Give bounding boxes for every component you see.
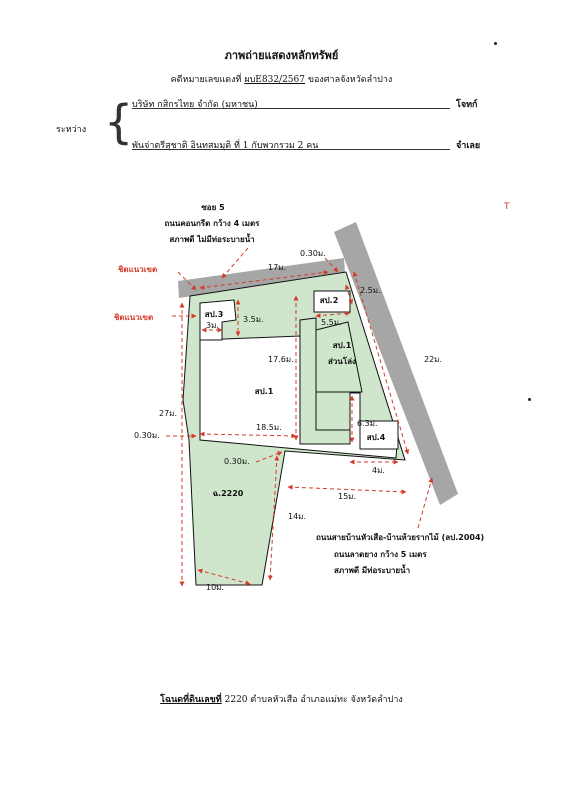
boundary-label-1: ชิดแนวเขต xyxy=(118,265,158,274)
plot-sp3: สป.3 xyxy=(204,310,224,319)
defendant-name: พันจ่าตรีสุชาติ อินทสมมุติ ที่ 1 กับพวกรวม 2 คน xyxy=(132,141,319,151)
dim-3: 3ม. xyxy=(206,321,219,330)
dim-176: 17.6ม. xyxy=(268,355,294,364)
dim-22: 22ม. xyxy=(424,355,442,364)
dim-17: 17ม. xyxy=(268,263,286,272)
plot-sp2: สป.2 xyxy=(319,296,339,305)
plot-sp1-main: สป.1 xyxy=(254,387,274,396)
plaintiff-role: โจทก์ xyxy=(456,100,478,110)
deed-label: โฉนดที่ดินเลขที่ xyxy=(160,695,222,705)
dim-030-left: 0.30ม. xyxy=(134,431,160,440)
right-road-line2: ถนนลาดยาง กว้าง 5 เมตร xyxy=(334,550,427,559)
case-number: ผบE832/2567 xyxy=(244,75,305,85)
right-road-line3: สภาพดี มีท่อระบายน้ำ xyxy=(334,566,411,575)
dim-030-mid: 0.30ม. xyxy=(224,457,250,466)
dim-35: 3.5ม. xyxy=(243,315,264,324)
case-prefix: คดีหมายเลขแดงที่ xyxy=(170,75,242,85)
right-road-pointer xyxy=(418,478,432,528)
defendant-role: จำเลย xyxy=(456,141,481,151)
dim-185: 18.5ม. xyxy=(256,423,282,432)
between-label: ระหว่าง xyxy=(56,125,87,135)
top-road-line1: ซอย 5 xyxy=(201,203,225,212)
dim-10: 10ม. xyxy=(206,583,224,592)
brace-symbol: { xyxy=(104,95,134,149)
document-title: ภาพถ่ายแสดงหลักทรัพย์ xyxy=(224,49,339,62)
dim-25: 2.5ม. xyxy=(360,286,381,295)
boundary-label-2: ชิดแนวเขต xyxy=(114,313,154,322)
plot-garden-label: ส่วนโล่ง xyxy=(328,357,356,366)
dim-27: 27ม. xyxy=(159,409,177,418)
dim-63: 6.3ม. xyxy=(357,419,378,428)
plot-land: ฉ.2220 xyxy=(212,489,244,498)
right-road-line1: ถนนสายบ้านหัวเสือ-บ้านห้วยรากไม้ (ลป.2004) xyxy=(316,533,485,542)
plaintiff-name: บริษัท กสิกรไทย จำกัด (มหาชน) xyxy=(132,100,258,110)
deed-text: 2220 ตำบลหัวเสือ อำเภอแม่ทะ จังหวัดลำปาง xyxy=(224,695,403,705)
dim-55: 5.5ม. xyxy=(321,318,342,327)
top-road-line2: ถนนคอนกรีต กว้าง 4 เมตร xyxy=(164,219,260,228)
dim-15: 15ม. xyxy=(338,492,356,501)
case-suffix: ของศาลจังหวัดลำปาง xyxy=(307,75,393,85)
dim-14: 14ม. xyxy=(288,512,306,521)
dim-030-top: 0.30ม. xyxy=(300,249,326,258)
plot-sp4: สป.4 xyxy=(366,433,386,442)
deed-line xyxy=(0,692,563,706)
plot-sp1-garden: สป.1 xyxy=(332,341,352,350)
corner-mark: T xyxy=(504,202,510,212)
top-road-line3: สภาพดี ไม่มีท่อระบายน้ำ xyxy=(169,235,255,244)
dim-4: 4ม. xyxy=(372,466,385,475)
